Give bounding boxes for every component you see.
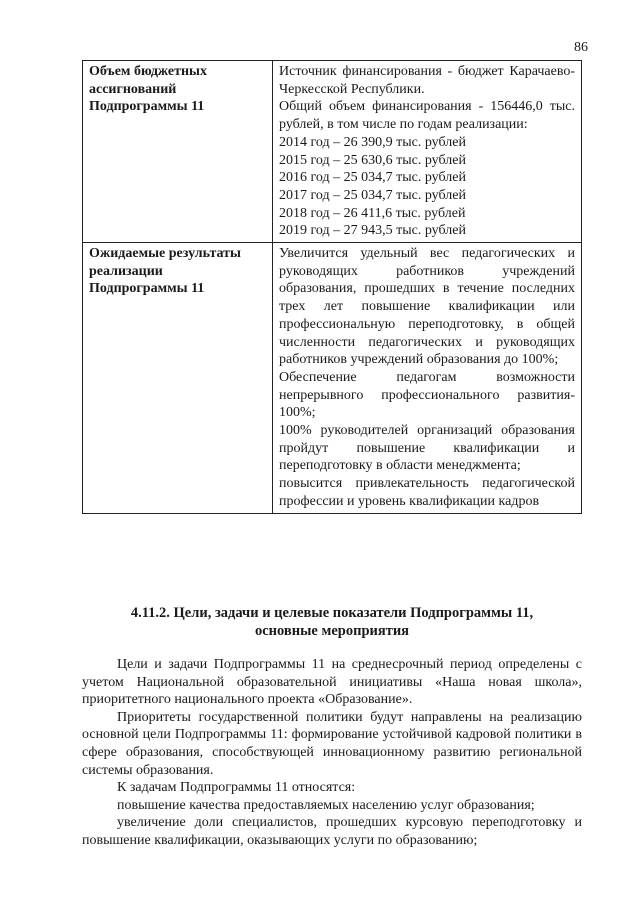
section-heading-line: 4.11.2. Цели, задачи и целевые показатели Подпрограммы 11, <box>130 605 534 621</box>
results-content-cell <box>273 243 582 514</box>
table-row-budget <box>83 61 582 243</box>
table-row-results <box>83 243 582 514</box>
funding-year-line: 2016 год – 25 034,7 тыс. рублей <box>279 170 466 186</box>
budget-label-line: Подпрограммы 11 <box>89 99 205 115</box>
results-label-cell <box>83 243 273 514</box>
results-label-line: Ожидаемые результаты <box>89 246 241 262</box>
budget-label-cell <box>83 61 273 243</box>
section-heading <box>82 604 582 640</box>
total-funding-text: Общий объем финансирования - 156446,0 тыс. рублей, в том числе по годам реализации: <box>279 99 575 133</box>
expected-result-item: Обеспечение педагогам возможности непрерывного профессионального развития- 100%; <box>279 369 575 421</box>
funding-source-text: Источник финансирования - бюджет Карачаево-Черкесской Республики. <box>279 64 575 97</box>
paragraph: повышение качества предоставляемых населению услуг образования; <box>117 797 535 813</box>
budget-content-cell <box>273 61 582 243</box>
results-label-line: реализации <box>89 263 163 279</box>
paragraph: Приоритеты государственной политики будут направлены на реализацию основной цели Подпрограммы 11: формирование устойчивой кадровой политики в сфере образования, способствующей инновационному развитию региональной системы образования. <box>82 709 582 778</box>
results-label-line: Подпрограммы 11 <box>89 281 205 297</box>
paragraph: К задачам Подпрограммы 11 относятся: <box>117 780 356 796</box>
paragraph: увеличение доли специалистов, прошедших курсовую переподготовку и повышение квалификации, оказывающих услуги по образованию; <box>82 815 582 848</box>
expected-result-item: повысится привлекательность педагогической профессии и уровень квалификации кадров <box>279 476 575 509</box>
budget-label-line: ассигнований <box>89 81 177 97</box>
funding-year-line: 2019 год – 27 943,5 тыс. рублей <box>279 223 466 239</box>
funding-year-line: 2017 год – 25 034,7 тыс. рублей <box>279 187 466 203</box>
subprogram-passport-table <box>82 60 582 514</box>
page-number: 86 <box>574 40 588 55</box>
expected-result-item: 100% руководителей организаций образования пройдут повышение квалификации и переподготовку в области менеджмента; <box>279 423 575 474</box>
funding-year-line: 2014 год – 26 390,9 тыс. рублей <box>279 134 466 150</box>
expected-result-item: Увеличится удельный вес педагогических и руководящих работников учреждений образования, прошедших в течение последних трех лет повышение квалификации или профессиональную переподготовку, в общей численности педагогических и руководящих работников учреждений образования до 100%; <box>279 246 575 368</box>
body-text <box>82 656 582 850</box>
funding-year-line: 2018 год – 26 411,6 тыс. рублей <box>279 205 466 221</box>
funding-year-line: 2015 год – 25 630,6 тыс. рублей <box>279 152 466 168</box>
budget-label-line: Объем бюджетных <box>89 64 207 79</box>
paragraph: Цели и задачи Подпрограммы 11 на среднесрочный период определены с учетом Национальной образовательной инициативы «Наша новая школа», приоритетного национального проекта «Образование». <box>82 657 582 708</box>
section-heading-line: основные мероприятия <box>254 623 410 639</box>
